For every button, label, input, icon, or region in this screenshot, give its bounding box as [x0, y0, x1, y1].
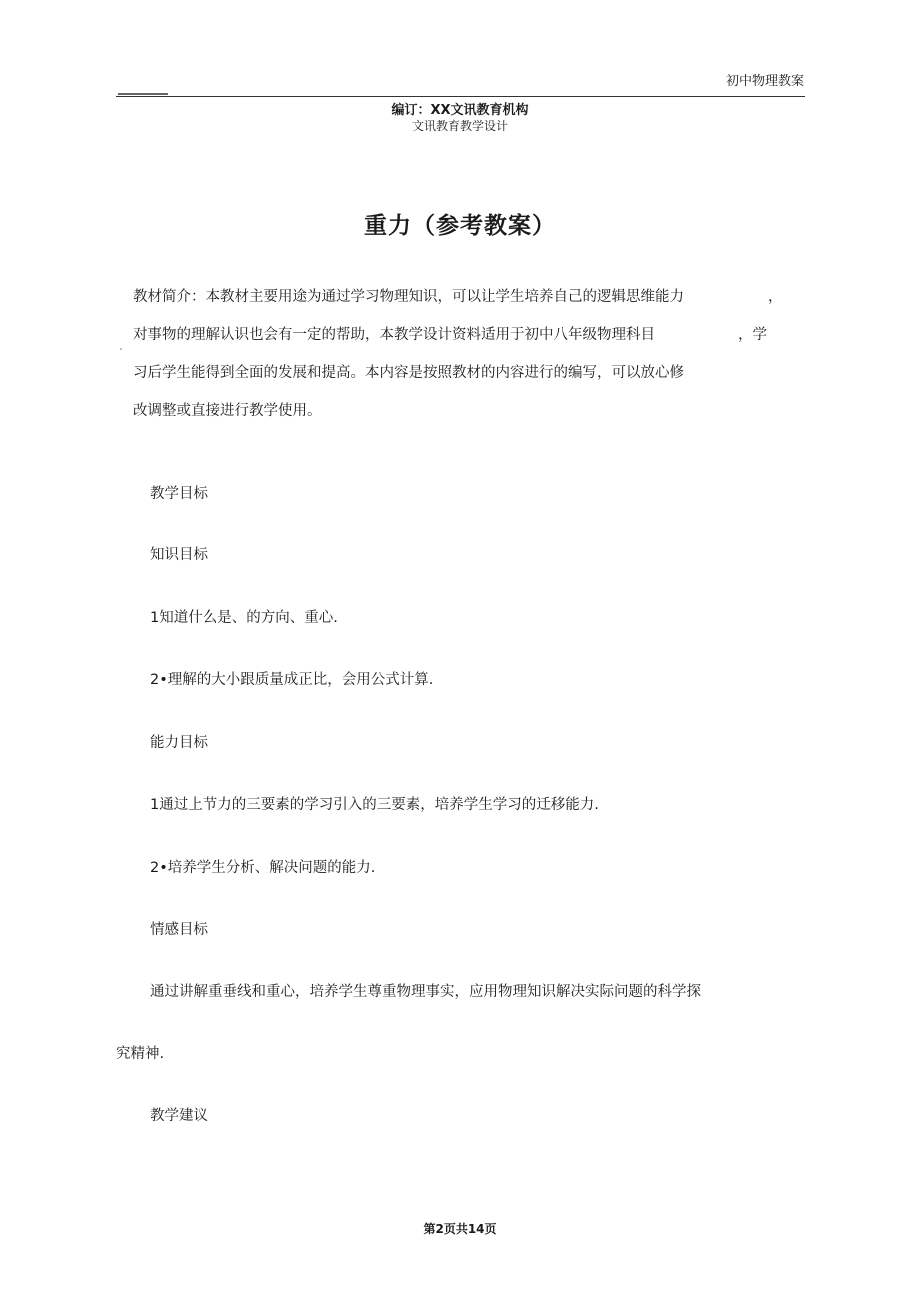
ability-item-2: 2•培养学生分析、解决问题的能力. — [150, 860, 376, 876]
header-category: 初中物理教案 — [725, 74, 804, 89]
section-heading-teaching-advice: 教学建议 — [150, 1108, 208, 1124]
intro-line-1: 教材简介：本教材主要用途为通过学习物理知识，可以让学生培养自己的逻辑思维能力 — [133, 289, 684, 305]
intro-line-1-tail: ， — [768, 289, 783, 305]
emotion-text-line-1: 通过讲解重垂线和重心，培养学生尊重物理事实，应用物理知识解决实际问题的科学探 — [150, 984, 701, 1000]
document-subtitle: 文讯教育教学设计 — [411, 119, 508, 133]
intro-line-4: 改调整或直接进行教学使用。 — [133, 403, 322, 419]
knowledge-item-2: 2•理解的大小跟质量成正比，会用公式计算. — [150, 672, 434, 688]
page-title: 重力（参考教案） — [364, 213, 556, 239]
editor-line: 编订：XX文讯教育机构 — [391, 103, 529, 118]
emotion-text-line-2: 究精神. — [116, 1046, 165, 1062]
scan-dot — [120, 348, 122, 350]
intro-line-3: 习后学生能得到全面的发展和提高。本内容是按照教材的内容进行的编写，可以放心修 — [133, 365, 684, 381]
intro-line-2: 对事物的理解认识也会有一定的帮助，本教学设计资料适用于初中八年级物理科目 — [133, 327, 655, 343]
section-heading-emotion-goals: 情感目标 — [150, 922, 208, 938]
page-footer: 第2页共14页 — [423, 1222, 497, 1236]
ability-item-1: 1通过上节力的三要素的学习引入的三要素，培养学生学习的迁移能力. — [150, 797, 599, 813]
header-mark — [118, 93, 168, 95]
knowledge-item-1: 1知道什么是、的方向、重心. — [150, 610, 338, 626]
section-heading-teaching-goals: 教学目标 — [150, 486, 208, 502]
section-heading-ability-goals: 能力目标 — [150, 735, 208, 751]
intro-line-2-tail: ，学 — [738, 327, 767, 343]
section-heading-knowledge-goals: 知识目标 — [150, 547, 208, 563]
header-divider — [116, 96, 805, 97]
